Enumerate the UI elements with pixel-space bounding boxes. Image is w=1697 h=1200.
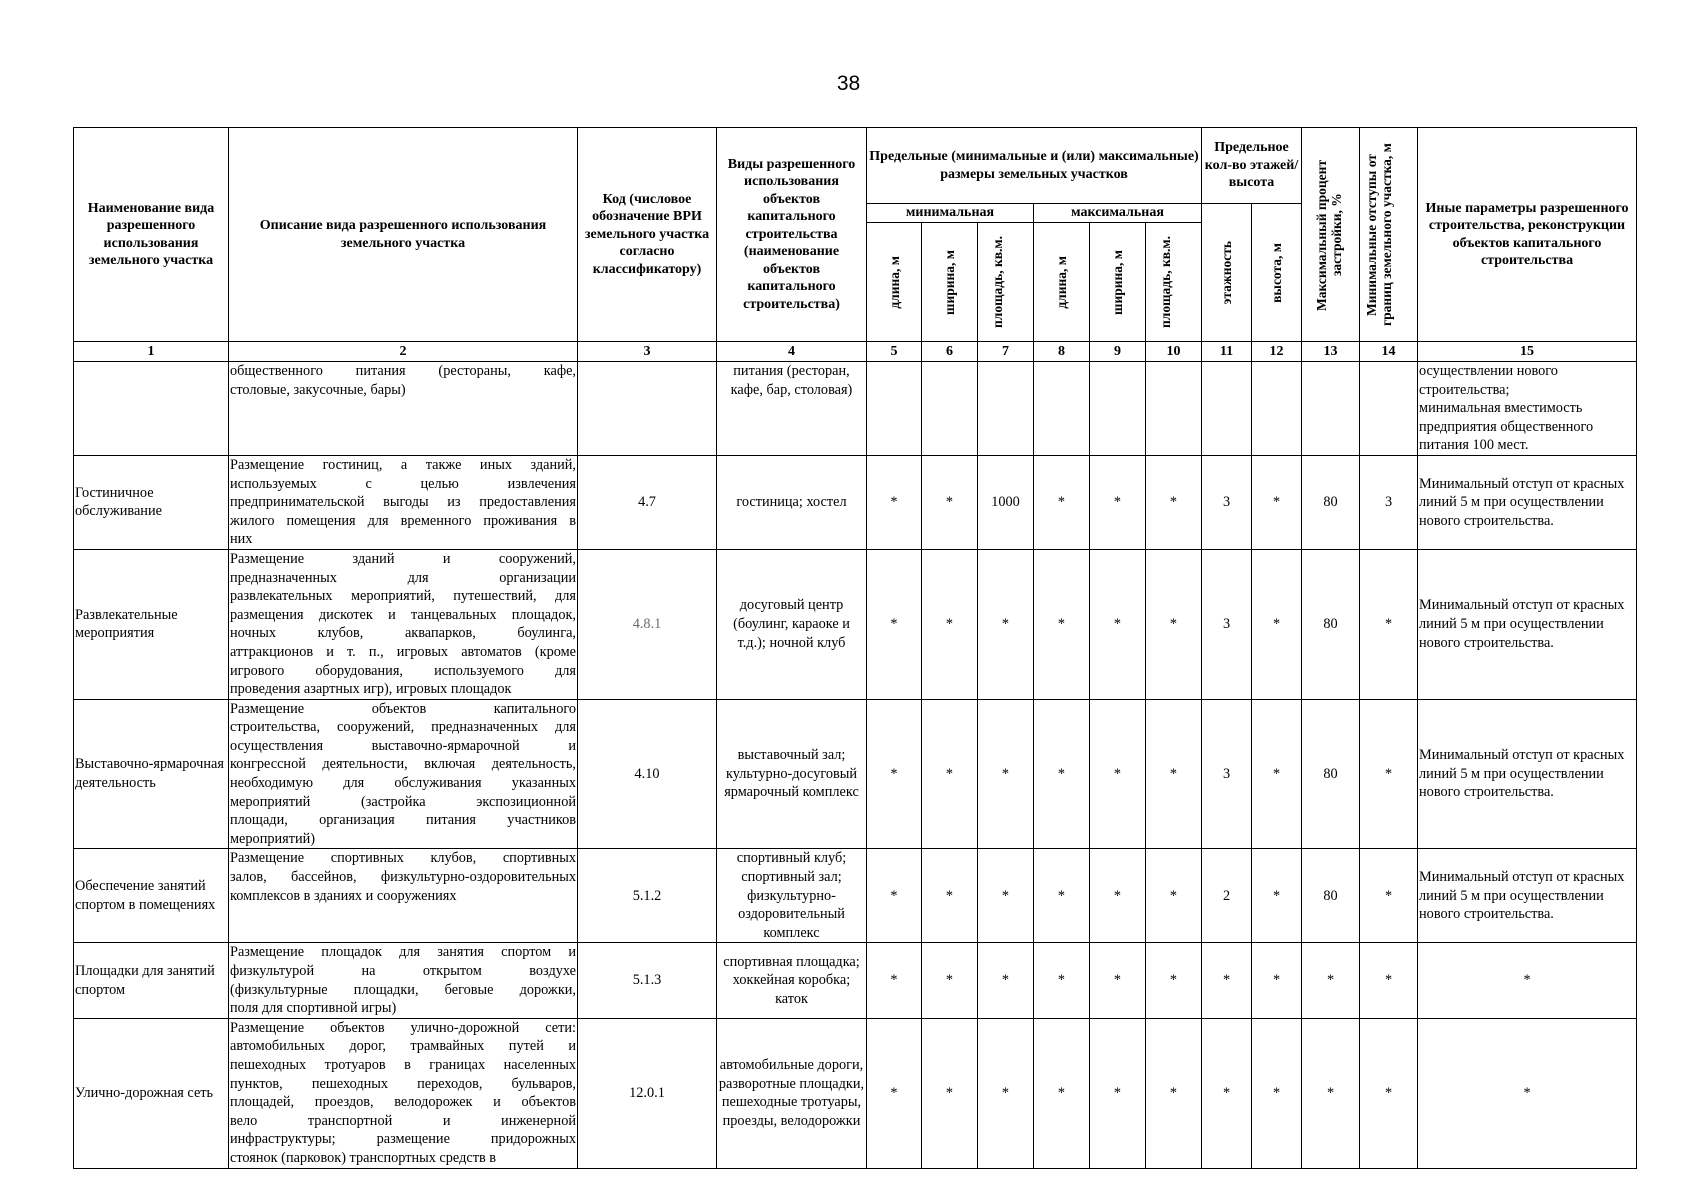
column-number: 10 [1146, 342, 1202, 362]
row-value [1302, 362, 1360, 456]
header-other: Иные параметры разрешенного строительства, реконструкции объектов капитального строительства [1418, 128, 1637, 342]
column-number: 7 [978, 342, 1034, 362]
description-line: строительства, сооружений, предназначенных для [230, 719, 576, 736]
row-value: 1000 [978, 455, 1034, 549]
column-number: 14 [1360, 342, 1418, 362]
description-line: ночных клубов, аквапарков, боулинга, [230, 625, 576, 642]
row-code: 12.0.1 [578, 1018, 717, 1168]
row-value: * [867, 943, 922, 1018]
description-line: них [230, 531, 253, 548]
header-max: максимальная [1034, 204, 1202, 223]
row-other-params [1418, 549, 1637, 699]
row-value: * [1090, 455, 1146, 549]
column-number: 3 [578, 342, 717, 362]
row-description [229, 699, 578, 849]
header-floors: этажность [1202, 204, 1252, 342]
row-value: * [922, 849, 978, 943]
row-value: * [978, 549, 1034, 699]
row-value: 80 [1302, 455, 1360, 549]
row-value: * [1360, 699, 1418, 849]
row-value: * [1146, 1018, 1202, 1168]
row-objects: выставочный зал; культурно-досуговый ярмарочный комплекс [717, 699, 867, 849]
description-line: необходимую для обслуживания указанных [230, 775, 576, 792]
table-row [74, 1018, 1637, 1168]
row-value: * [1360, 1018, 1418, 1168]
other-params-line: Минимальный отступ от красных линий 5 м при осуществлении нового строительства. [1419, 747, 1625, 801]
description-line: развлекательных мероприятий, путешествий, для [230, 588, 576, 605]
description-line: стоянок (парковок) транспортных средств в [230, 1149, 497, 1166]
row-value: * [978, 1018, 1034, 1168]
row-value: * [1090, 699, 1146, 849]
row-value: 3 [1360, 455, 1418, 549]
row-value: * [1090, 849, 1146, 943]
row-name: Площадки для занятий спортом [74, 943, 229, 1018]
row-value [1146, 362, 1202, 456]
row-value: * [1252, 849, 1302, 943]
description-line: Размещение спортивных клубов, спортивных [230, 850, 576, 867]
row-value: * [1090, 943, 1146, 1018]
description-line: инфраструктуры; размещение придорожных [230, 1131, 576, 1148]
description-line: площади, организация питания участников [230, 812, 576, 829]
description-line: физкультурой на открытом воздухе [230, 963, 576, 979]
row-value: * [867, 549, 922, 699]
row-code: 5.1.3 [578, 943, 717, 1018]
row-value: * [1360, 549, 1418, 699]
row-other-params [1418, 1018, 1637, 1168]
column-number: 11 [1202, 342, 1252, 362]
row-name: Гостиничное обслуживание [74, 455, 229, 549]
row-value: 3 [1202, 455, 1252, 549]
row-value: * [1302, 943, 1360, 1018]
row-value: * [1252, 1018, 1302, 1168]
row-code: 4.10 [578, 699, 717, 849]
description-line: проведения азартных игр), игровых площадок [230, 681, 512, 698]
header-col4: Виды разрешенного использования объектов капитального строительства (наименование объектов капитального строительства) [717, 128, 867, 342]
row-objects: спортивный клуб; спортивный зал; физкультурно-оздоровительный комплекс [717, 849, 867, 943]
description-line: аттракционов и т. п., игровых автоматов (кроме [230, 643, 576, 660]
header-col2: Описание вида разрешенного использования земельного участка [229, 128, 578, 342]
row-value: * [1146, 849, 1202, 943]
row-value: 80 [1302, 549, 1360, 699]
table-row [74, 362, 1637, 456]
description-line: автомобильных дорог, трамвайных путей и [230, 1038, 576, 1055]
row-value: * [1202, 1018, 1252, 1168]
row-value: * [867, 699, 922, 849]
row-other-params [1418, 849, 1637, 943]
row-name: Улично-дорожная сеть [74, 1018, 229, 1168]
row-code: 4.8.1 [578, 549, 717, 699]
row-other-params [1418, 362, 1637, 456]
row-value: * [922, 699, 978, 849]
row-value [1090, 362, 1146, 456]
row-name: Обеспечение занятий спортом в помещениях [74, 849, 229, 943]
row-objects: гостиница; хостел [717, 455, 867, 549]
row-value [1202, 362, 1252, 456]
description-line: жилого помещения для временного проживания в [230, 512, 576, 529]
row-description [229, 549, 578, 699]
row-value: * [1034, 849, 1090, 943]
row-value: * [1034, 455, 1090, 549]
description-line: общественного питания (рестораны, кафе, [230, 363, 576, 379]
description-line: пешеходных тротуаров в границах населенных [230, 1056, 576, 1073]
row-value: * [922, 1018, 978, 1168]
row-objects: автомобильные дороги, разворотные площадки, пешеходные тротуары, проезды, велодорожки [717, 1018, 867, 1168]
description-line: пунктов, пешеходных переходов, бульваров, [230, 1075, 576, 1092]
row-value: * [1090, 1018, 1146, 1168]
description-line: конгрессной деятельности, включая деятельность, [230, 756, 576, 773]
header-min-width: ширина, м [922, 223, 978, 342]
row-code [578, 362, 717, 456]
other-params-line: Минимальный отступ от красных линий 5 м при осуществлении нового строительства. [1419, 869, 1625, 923]
row-value: * [867, 1018, 922, 1168]
header-min: минимальная [867, 204, 1034, 223]
header-min-area: площадь, кв.м. [978, 223, 1034, 342]
description-line: предназначенных для организации [230, 569, 576, 586]
table-row [74, 699, 1637, 849]
description-line: залов, бассейнов, физкультурно-оздоровительных [230, 869, 576, 886]
header-min-setback: Минимальные отступы от границ земельного участка, м [1360, 128, 1418, 342]
row-other-params [1418, 455, 1637, 549]
row-value: * [1034, 699, 1090, 849]
row-value [1252, 362, 1302, 456]
header-col1: Наименование вида разрешенного использования земельного участка [74, 128, 229, 342]
row-description [229, 849, 578, 943]
row-value: * [1360, 849, 1418, 943]
table-row [74, 455, 1637, 549]
row-description [229, 943, 578, 1018]
row-objects: досуговый центр (боулинг, караоке и т.д.); ночной клуб [717, 549, 867, 699]
other-params-line: Минимальный отступ от красных линий 5 м при осуществлении нового строительства. [1419, 475, 1625, 529]
row-value: * [1034, 549, 1090, 699]
header-max-area: площадь, кв.м. [1146, 223, 1202, 342]
header-col3: Код (числовое обозначение ВРИ земельного участка согласно классификатору) [578, 128, 717, 342]
header-max-width: ширина, м [1090, 223, 1146, 342]
column-number: 15 [1418, 342, 1637, 362]
row-objects: питания (ресторан, кафе, бар, столовая) [717, 362, 867, 456]
table-row [74, 549, 1637, 699]
row-value: * [1252, 549, 1302, 699]
description-line: мероприятий) [230, 830, 316, 847]
description-line: Размещение объектов улично-дорожной сети: [230, 1019, 576, 1036]
column-number: 9 [1090, 342, 1146, 362]
row-other-params [1418, 699, 1637, 849]
row-value: 80 [1302, 699, 1360, 849]
column-number: 13 [1302, 342, 1360, 362]
header-max-percent: Максимальный процент застройки, % [1302, 128, 1360, 342]
header-height: высота, м [1252, 204, 1302, 342]
row-value: * [978, 849, 1034, 943]
row-value [922, 362, 978, 456]
description-line: Размещение объектов капитального [230, 700, 576, 717]
description-line: комплексов в зданиях и сооружениях [230, 887, 457, 904]
row-value: * [1146, 943, 1202, 1018]
row-name [74, 362, 229, 456]
row-value: 2 [1202, 849, 1252, 943]
description-line: используемых с целью извлечения [230, 475, 576, 492]
row-value [978, 362, 1034, 456]
row-name: Развлекательные мероприятия [74, 549, 229, 699]
row-value: * [1252, 699, 1302, 849]
row-value: * [1090, 549, 1146, 699]
header-min-length: длина, м [867, 223, 922, 342]
other-params-line: минимальная вместимость предприятия общественного питания 100 мест. [1419, 400, 1594, 454]
column-number: 12 [1252, 342, 1302, 362]
row-other-params [1418, 943, 1637, 1018]
table-row [74, 943, 1637, 1018]
description-line: поля для спортивной игры) [230, 1000, 397, 1017]
header-limits: Предельные (минимальные и (или) максимальные) размеры земельных участков [867, 128, 1202, 204]
column-number: 6 [922, 342, 978, 362]
row-description [229, 362, 578, 456]
description-line: игрового оборудования, используемого для [230, 662, 576, 679]
description-line: осуществления выставочно-ярмарочной и [230, 737, 576, 754]
row-value: 3 [1202, 699, 1252, 849]
row-value: * [867, 455, 922, 549]
header-floors-group: Предельное кол-во этажей/ высота [1202, 128, 1302, 204]
row-value: * [1252, 943, 1302, 1018]
row-value: * [978, 943, 1034, 1018]
description-line: Размещение зданий и сооружений, [230, 550, 576, 567]
other-params-line: * [1523, 972, 1531, 989]
description-line: размещения дискотек и танцевальных площадок, [230, 606, 576, 623]
row-description [229, 1018, 578, 1168]
description-line: вело транспортной и инженерной [230, 1112, 576, 1129]
header-max-length: длина, м [1034, 223, 1090, 342]
row-value: * [1034, 943, 1090, 1018]
column-number: 5 [867, 342, 922, 362]
row-name: Выставочно-ярмарочная деятельность [74, 699, 229, 849]
row-value: 3 [1202, 549, 1252, 699]
row-description [229, 455, 578, 549]
description-line: Размещение площадок для занятия спортом и [230, 944, 576, 961]
row-code: 5.1.2 [578, 849, 717, 943]
description-line: столовые, закусочные, бары) [230, 381, 406, 398]
row-value: * [867, 849, 922, 943]
row-value [867, 362, 922, 456]
description-line: предпринимательской выгоды из предоставления [230, 494, 576, 511]
row-value: * [1252, 455, 1302, 549]
row-value: * [922, 549, 978, 699]
row-code: 4.7 [578, 455, 717, 549]
row-value [1034, 362, 1090, 456]
column-number: 4 [717, 342, 867, 362]
row-value: * [1146, 549, 1202, 699]
row-value: * [1202, 943, 1252, 1018]
row-objects: спортивная площадка; хоккейная коробка; каток [717, 943, 867, 1018]
description-line: (физкультурные площадки, беговые дорожки, [230, 981, 576, 998]
zoning-table [73, 127, 1637, 1169]
row-value: * [1034, 1018, 1090, 1168]
column-number: 2 [229, 342, 578, 362]
row-value: * [922, 943, 978, 1018]
description-line: Размещение гостиниц, а также иных зданий, [230, 456, 576, 473]
description-line: площадей, проездов, велодорожек и объектов [230, 1094, 576, 1111]
row-value: * [978, 699, 1034, 849]
row-value: * [1302, 1018, 1360, 1168]
description-line: мероприятий (застройка экспозиционной [230, 793, 576, 810]
page-number: 38 [836, 72, 861, 95]
column-number: 1 [74, 342, 229, 362]
table-row [74, 849, 1637, 943]
row-value: * [922, 455, 978, 549]
other-params-line: * [1523, 1084, 1531, 1101]
row-value: * [1360, 943, 1418, 1018]
row-value: * [1146, 455, 1202, 549]
other-params-line: осуществлении нового строительства; [1419, 363, 1558, 398]
row-value [1360, 362, 1418, 456]
row-value: 80 [1302, 849, 1360, 943]
other-params-line: Минимальный отступ от красных линий 5 м при осуществлении нового строительства. [1419, 597, 1625, 651]
row-value: * [1146, 699, 1202, 849]
column-numbers-row [74, 342, 1637, 362]
column-number: 8 [1034, 342, 1090, 362]
